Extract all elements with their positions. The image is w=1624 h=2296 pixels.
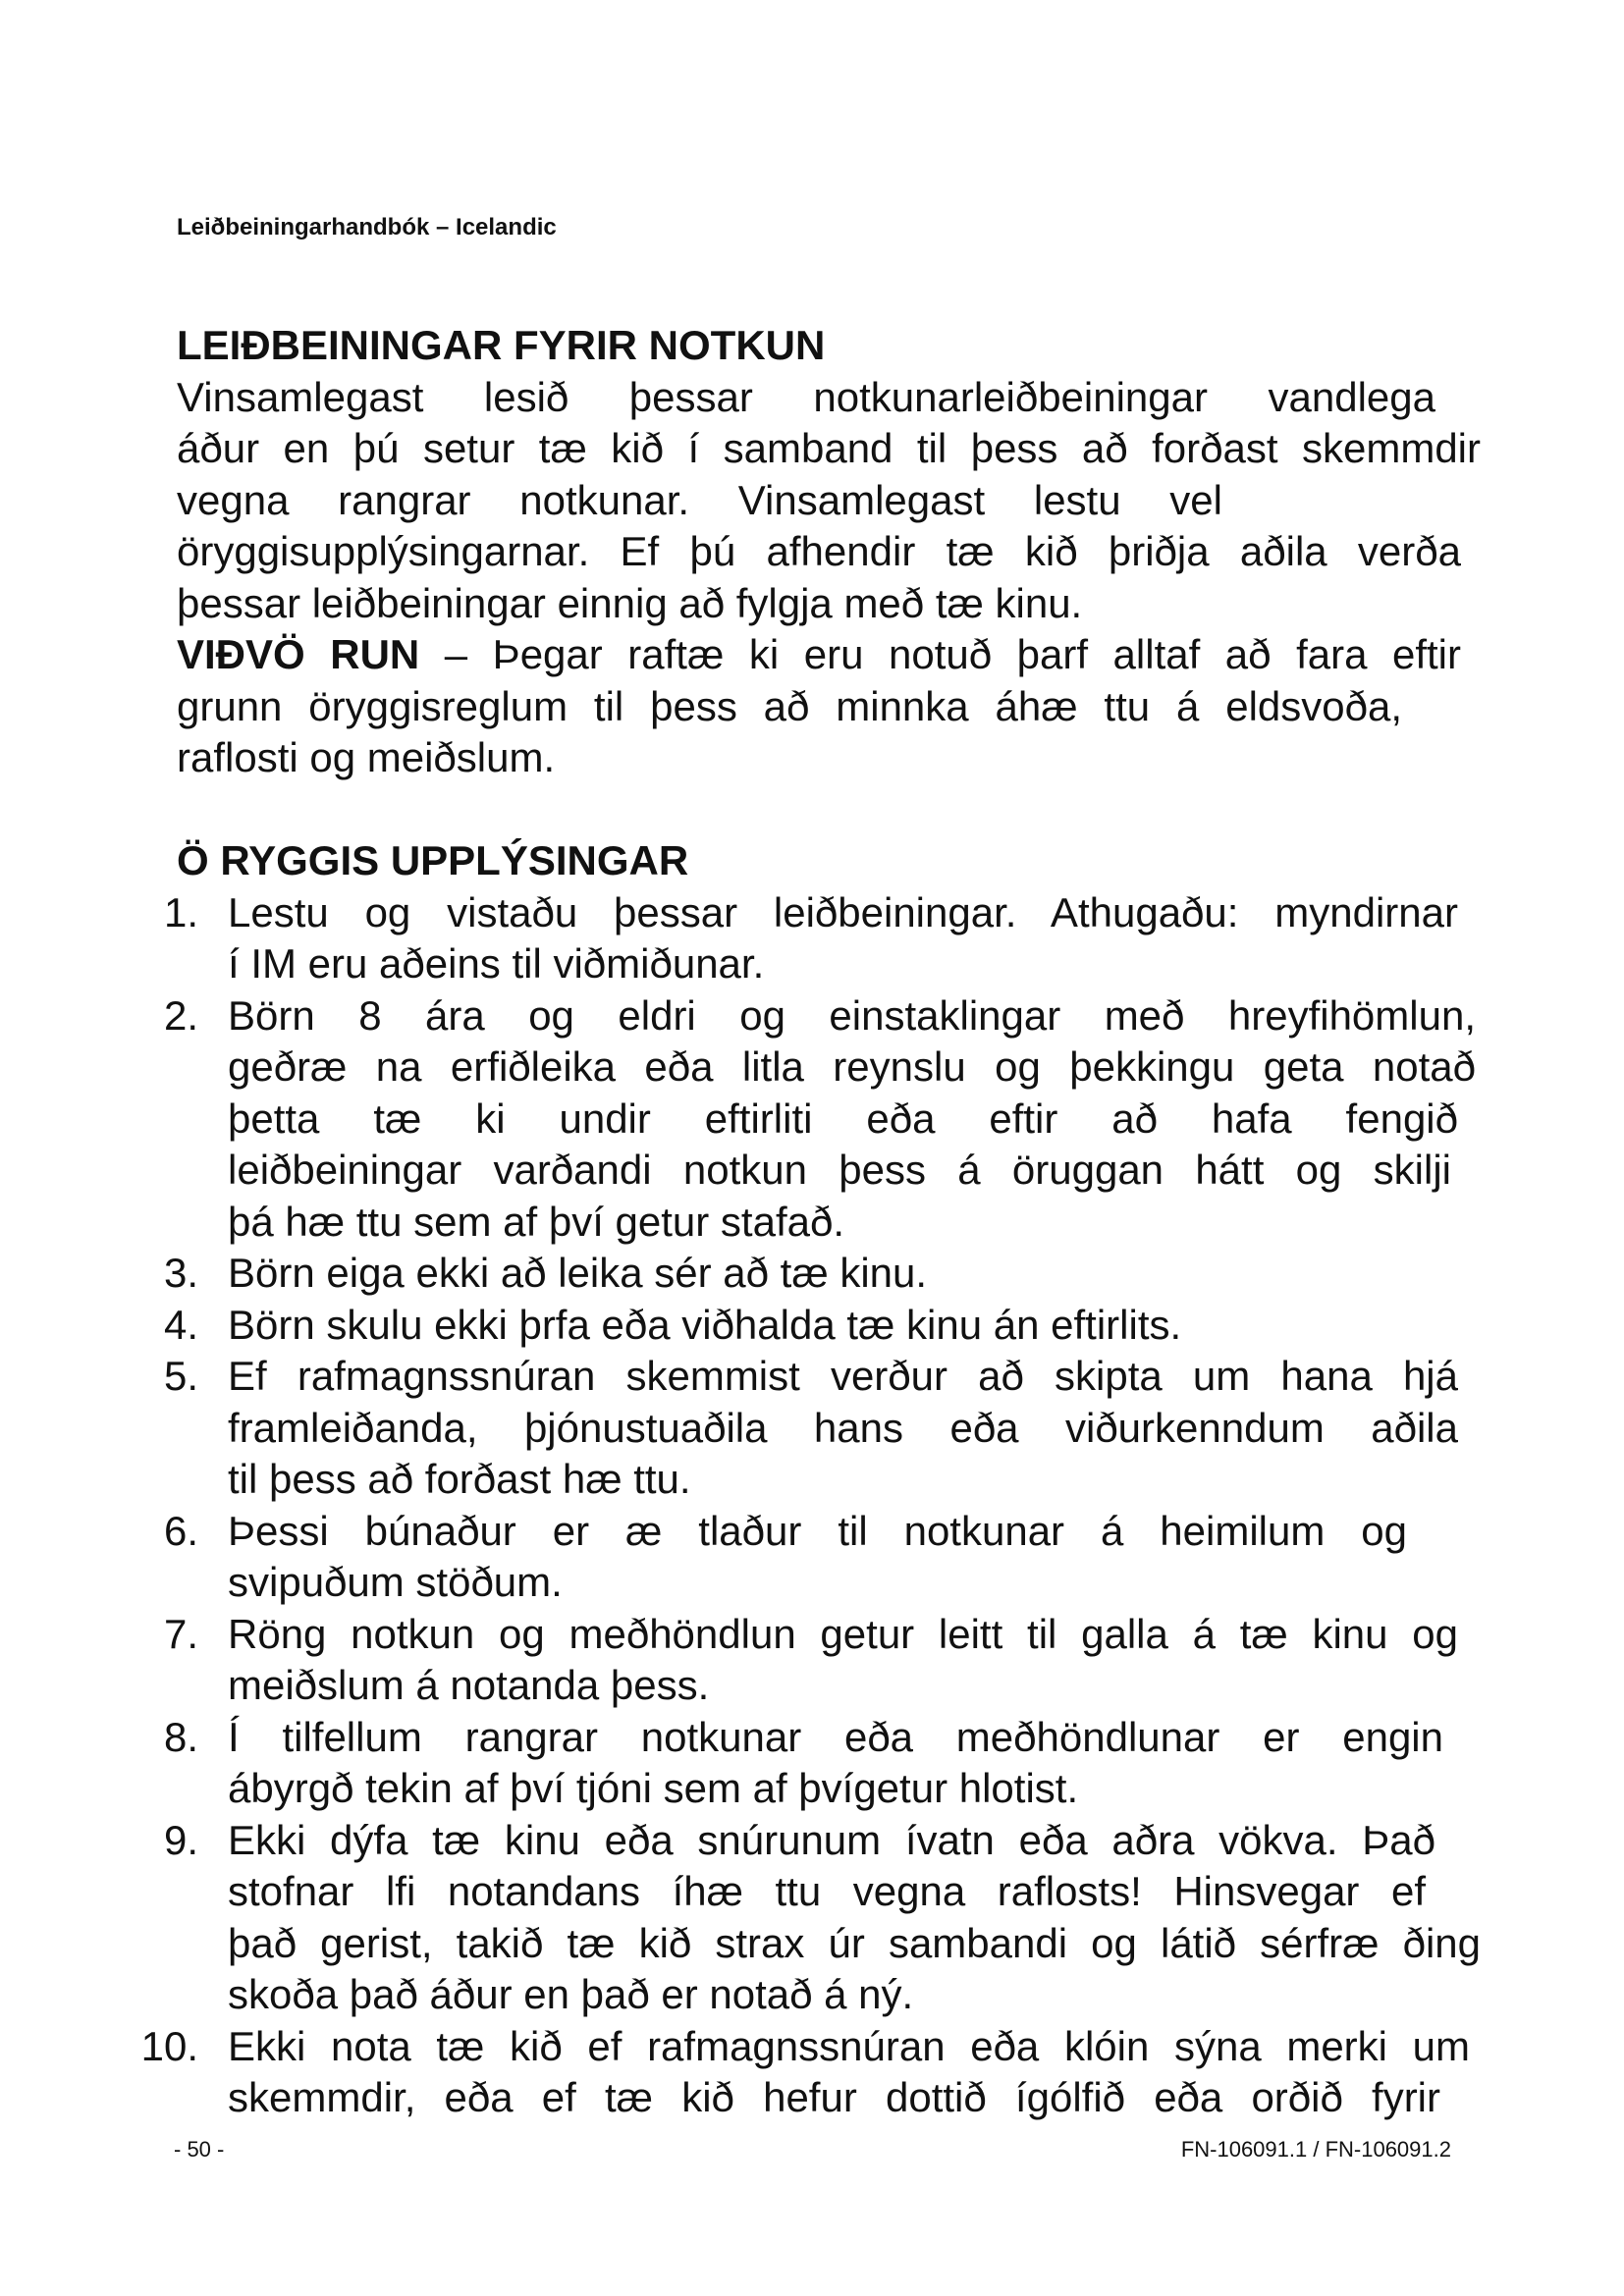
- list-item-number: 10.: [140, 2022, 198, 2069]
- list-item-line: til þess að forðast hæ ttu.: [228, 1456, 691, 1502]
- paragraph-line: Vinsamlegast lesið þessar notkunarleiðbeiningar vandlega: [177, 373, 1435, 420]
- list-item: [0, 2021, 1624, 2124]
- list-item-line: Lestu og vistaðu þessar leiðbeiningar. Athugaðu: myndirnar: [228, 888, 1458, 935]
- list-item: [0, 887, 1624, 990]
- list-item: [0, 1815, 1624, 2021]
- paragraph-line: áður en þú setur tæ kið í samband til þess að forðast skemmdir: [177, 425, 1481, 471]
- list-item-line: skemmdir, eða ef tæ kið hefur dottið ígólfið eða orðið fyrir: [228, 2074, 1440, 2120]
- list-item: [0, 1300, 1624, 1352]
- list-item-line: það gerist, takið tæ kið strax úr sambandi og látið sérfræ ðing: [228, 1919, 1481, 1966]
- page-number: - 50 -: [174, 2137, 225, 2162]
- list-item-number: 5.: [163, 1353, 198, 1399]
- paragraph-line: þessar leiðbeiningar einnig að fylgja með tæ kinu.: [177, 579, 1083, 626]
- list-item-number: 3.: [163, 1250, 198, 1296]
- list-item-number: 8.: [163, 1713, 198, 1760]
- paragraph-line: vegna rangrar notkunar. Vinsamlegast lestu vel: [177, 476, 1222, 523]
- list-item-line: Þessi búnaður er æ tlaður til notkunar á heimilum og: [228, 1507, 1407, 1554]
- warning-line: [177, 629, 1461, 681]
- list-item: [0, 990, 1624, 1249]
- list-item: [0, 1248, 1624, 1300]
- section-title-instructions: LEIÐBEININGAR FYRIR NOTKUN: [177, 322, 826, 368]
- paragraph-line: öryggisupplýsingarnar. Ef þú afhendir tæ kið þriðja aðila verða: [177, 528, 1461, 574]
- warning-label: VIÐVÖ RUN: [177, 631, 420, 677]
- list-item-line: Börn skulu ekki þrfa eða viðhalda tæ kinu án eftirlits.: [228, 1301, 1182, 1348]
- list-item-line: ábyrgð tekin af því tjóni sem af þvígetur hlotist.: [228, 1765, 1079, 1811]
- page-content: [0, 320, 1624, 2124]
- list-item-line: skoða það áður en það er notað á ný.: [228, 1971, 914, 2017]
- list-item-line: geðræ na erfiðleika eða litla reynslu og þekkingu geta notað: [228, 1043, 1476, 1090]
- list-item-line: Ekki dýfa tæ kinu eða snúrunum ívatn eða aðra vökva. Það: [228, 1816, 1435, 1863]
- list-item-line: meiðslum á notanda þess.: [228, 1662, 710, 1708]
- list-item-number: 9.: [163, 1816, 198, 1863]
- list-item-line: stofnar lfi notandans íhæ ttu vegna raflosts! Hinsvegar ef: [228, 1868, 1426, 1914]
- list-item: [0, 1351, 1624, 1506]
- list-item-line: Í tilfellum rangrar notkunar eða meðhöndlunar er engin: [228, 1713, 1443, 1760]
- section-title-safety: Ö RYGGIS UPPLÝSINGAR: [177, 837, 689, 883]
- list-item: [0, 1506, 1624, 1609]
- warning-line: raflosti og meiðslum.: [177, 734, 556, 780]
- warning-text: – Þegar raftæ ki eru notuð þarf alltaf að fara eftir: [419, 631, 1461, 677]
- list-item-line: Börn eiga ekki að leika sér að tæ kinu.: [228, 1250, 928, 1296]
- list-item-line: framleiðanda, þjónustuaðila hans eða viðurkenndum aðila: [228, 1404, 1458, 1451]
- list-item-line: Röng notkun og meðhöndlun getur leitt til galla á tæ kinu og: [228, 1610, 1458, 1657]
- page-header: Leiðbeiningarhandbók – Icelandic: [177, 214, 557, 240]
- list-item-number: 1.: [163, 888, 198, 935]
- list-item-line: Ef rafmagnssnúran skemmist verður að skipta um hana hjá: [228, 1353, 1458, 1399]
- list-item-number: 7.: [163, 1610, 198, 1657]
- list-item-line: Ekki nota tæ kið ef rafmagnssnúran eða klóin sýna merki um: [228, 2022, 1470, 2069]
- list-item-line: Börn 8 ára og eldri og einstaklingar með hreyfihömlun,: [228, 991, 1476, 1039]
- list-item-number: 4.: [163, 1301, 198, 1348]
- list-item-line: þetta tæ ki undir eftirliti eða eftir að hafa fengið: [228, 1095, 1458, 1142]
- list-item: [0, 1609, 1624, 1712]
- list-item: [0, 1712, 1624, 1815]
- list-item-line: í IM eru aðeins til viðmiðunar.: [228, 940, 765, 987]
- blank-line: [0, 784, 1624, 836]
- list-item-line: leiðbeiningar varðandi notkun þess á öruggan hátt og skilji: [228, 1147, 1451, 1193]
- warning-line: grunn öryggisreglum til þess að minnka áhæ ttu á eldsvoða,: [177, 682, 1402, 729]
- model-number: FN-106091.1 / FN-106091.2: [1180, 2137, 1451, 2162]
- list-item-number: 2.: [163, 991, 198, 1039]
- list-item-line: svipuðum stöðum.: [228, 1559, 563, 1605]
- list-item-number: 6.: [163, 1507, 198, 1554]
- list-item-line: þá hæ ttu sem af því getur stafað.: [228, 1198, 845, 1245]
